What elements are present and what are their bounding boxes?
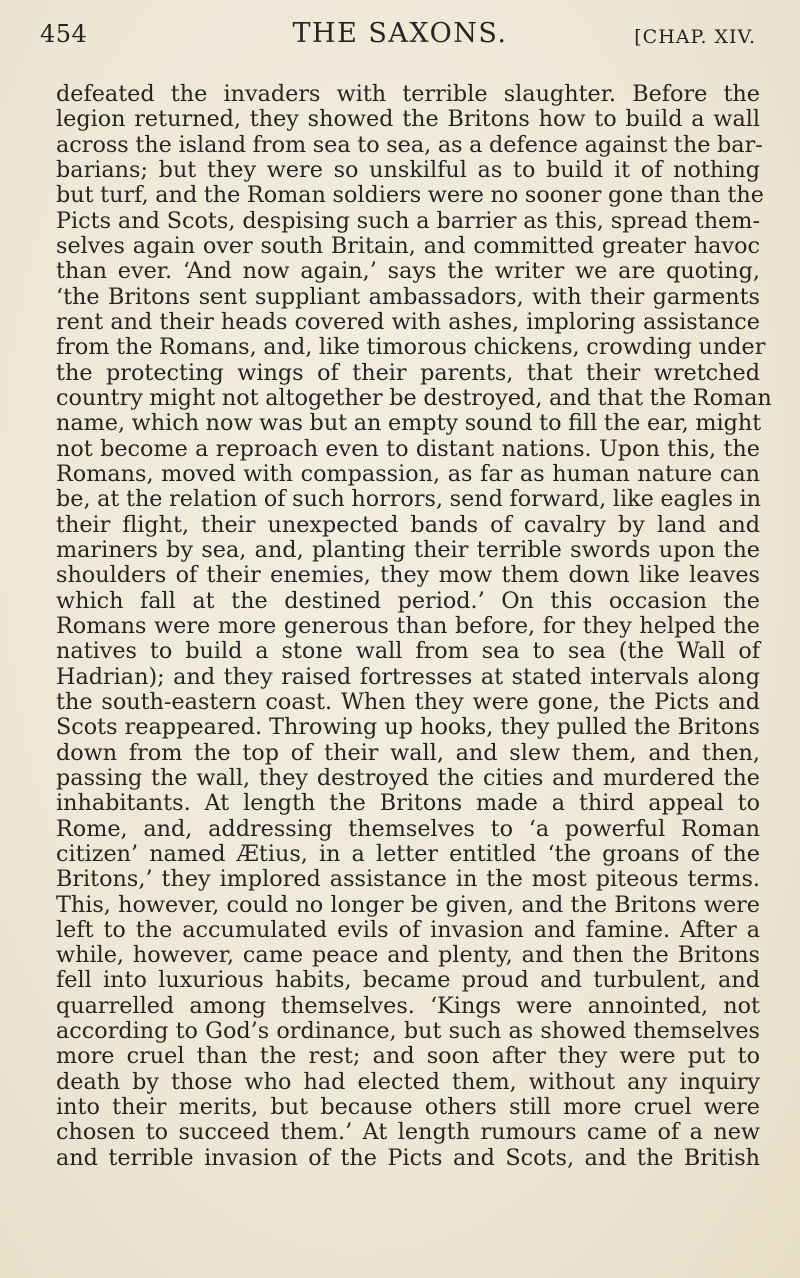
text-line: defeated the invaders with terrible slaughter. Before the xyxy=(56,81,760,107)
text-line: legion returned, they showed the Britons how to build a wall xyxy=(56,106,760,133)
text-line: Britons,’ they implored assistance in the most piteous terms. xyxy=(56,866,760,893)
text-line: which fall at the destined period.’ On this occasion the xyxy=(56,587,760,614)
page-header xyxy=(40,14,760,64)
text-line: name, which now was but an empty sound to fill the ear, might xyxy=(56,410,762,437)
text-line: selves again over south Britain, and committed greater havoc xyxy=(56,232,760,259)
text-line: their flight, their unexpected bands of cavalry by land and xyxy=(56,511,760,538)
text-line: while, however, came peace and plenty, and then the Britons xyxy=(56,942,760,969)
text-line: the protecting wings of their parents, that their wretched xyxy=(56,359,760,386)
text-line: fell into luxurious habits, became proud and turbulent, and xyxy=(56,967,760,994)
text-line: chosen to succeed them.’ At length rumours came of a new xyxy=(56,1119,760,1146)
text-line: citizen’ named Ætius, in a letter entitled ‘the groans of the xyxy=(56,840,760,867)
text-line: the south-eastern coast. When they were gone, the Picts and xyxy=(56,688,760,715)
text-line: barians; but they were so unskilful as to build it of nothing xyxy=(56,156,760,183)
text-line: Picts and Scots, despising such a barrier as this, spread them- xyxy=(56,207,760,234)
chapter-reference: [CHAP. XIV. xyxy=(634,26,756,48)
text-line: country might not altogether be destroyed, and that the Roman xyxy=(56,384,772,411)
text-line: than ever. ‘And now again,’ says the writer we are quoting, xyxy=(56,258,760,285)
text-line: rent and their heads covered with ashes, imploring assistance xyxy=(56,308,760,335)
body-text xyxy=(56,81,772,1171)
text-line: shoulders of their enemies, they mow them down like leaves xyxy=(56,562,760,589)
text-line: This, however, could no longer be given, and the Britons were xyxy=(56,891,760,918)
text-line: from the Romans, and, like timorous chickens, crowding under xyxy=(56,334,766,361)
text-line: Rome, and, addressing themselves to ‘a powerful Roman xyxy=(56,815,760,842)
text-line: down from the top of their wall, and slew them, and then, xyxy=(56,739,760,766)
text-line: ‘the Britons sent suppliant ambassadors, with their garments xyxy=(56,283,760,310)
text-line: mariners by sea, and, planting their terrible swords upon the xyxy=(56,536,760,563)
text-line: into their merits, but because others still more cruel were xyxy=(56,1094,760,1121)
text-line: quarrelled among themselves. ‘Kings were annointed, not xyxy=(56,992,760,1019)
text-line: according to God’s ordinance, but such as showed themselves xyxy=(56,1018,760,1045)
text-line: natives to build a stone wall from sea to sea (the Wall of xyxy=(56,638,760,665)
page-number: 454 xyxy=(40,20,88,48)
text-line: death by those who had elected them, without any inquiry xyxy=(56,1068,760,1095)
text-line: Scots reappeared. Throwing up hooks, they pulled the Britons xyxy=(56,714,760,741)
text-line: be, at the relation of such horrors, send forward, like eagles in xyxy=(56,486,761,513)
text-line: left to the accumulated evils of invasion and famine. After a xyxy=(56,916,760,943)
text-line: Hadrian); and they raised fortresses at stated intervals along xyxy=(56,663,760,690)
text-line: more cruel than the rest; and soon after they were put to xyxy=(56,1043,760,1070)
text-line: Romans, moved with compassion, as far as human nature can xyxy=(56,460,760,487)
text-line: passing the wall, they destroyed the cities and murdered the xyxy=(56,764,760,791)
text-line: Romans were more generous than before, for they helped the xyxy=(56,612,760,639)
running-title: THE SAXONS. xyxy=(292,18,508,49)
text-line: not become a reproach even to distant nations. Upon this, the xyxy=(56,435,760,462)
text-line: across the island from sea to sea, as a defence against the bar- xyxy=(56,131,763,158)
text-line: inhabitants. At length the Britons made a third appeal to xyxy=(56,790,760,817)
text-line: but turf, and the Roman soldiers were no sooner gone than the xyxy=(56,182,764,209)
text-line: and terrible invasion of the Picts and Scots, and the British xyxy=(56,1144,760,1171)
